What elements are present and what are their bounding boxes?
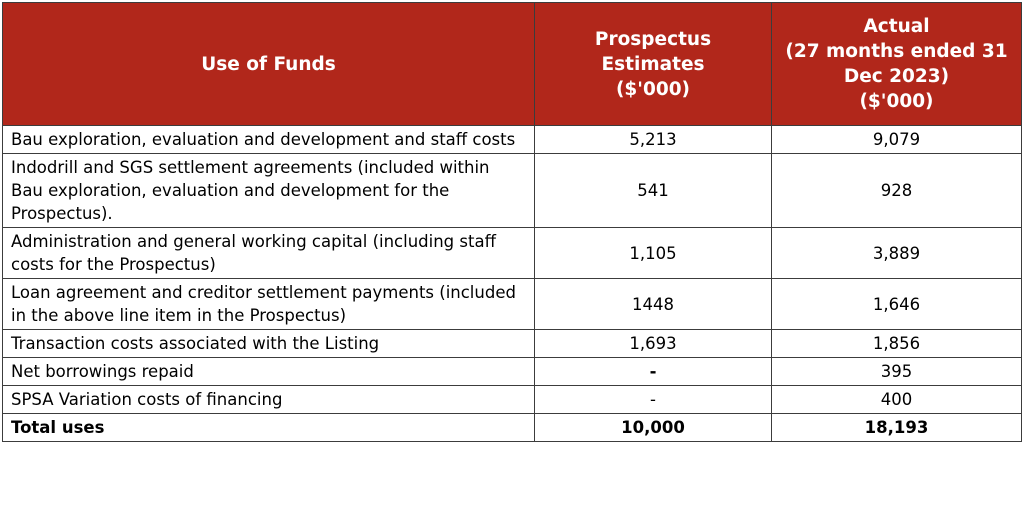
row-label: Administration and general working capital (including staff costs for the Prospectus) [3,228,535,279]
header-actual-line: Dec 2023) [843,66,950,87]
table-row [3,330,1022,358]
total-row [3,414,1022,442]
total-prospectus: 10,000 [535,414,772,442]
actual-value: 1,856 [772,330,1022,358]
actual-value: 9,079 [772,126,1022,154]
use-of-funds-table [2,2,1022,442]
actual-value: 928 [772,154,1022,228]
header-prospectus-line: ($'000) [615,78,691,100]
table-row [3,154,1022,228]
row-label: Bau exploration, evaluation and development and staff costs [3,126,535,154]
header-actual-line: ($'000) [859,91,934,112]
table-row [3,126,1022,154]
prospectus-value: 1,693 [535,330,772,358]
header-actual-line: (27 months ended 31 [785,41,1008,62]
header-prospectus-estimates [535,3,772,126]
actual-value: 1,646 [772,279,1022,330]
prospectus-value: 1448 [535,279,772,330]
row-label: Net borrowings repaid [3,358,535,386]
header-actual [772,3,1022,126]
header-prospectus-line: Estimates [601,53,705,75]
table-row [3,228,1022,279]
row-label: SPSA Variation costs of financing [3,386,535,414]
table-row [3,358,1022,386]
header-prospectus-line: Prospectus [594,28,712,50]
header-use-of-funds: Use of Funds [3,3,535,126]
total-actual: 18,193 [772,414,1022,442]
prospectus-value: - [535,386,772,414]
total-label: Total uses [3,414,535,442]
row-label: Indodrill and SGS settlement agreements (included within Bau exploration, evaluation and development for the Prospectus). [3,154,535,228]
row-label: Loan agreement and creditor settlement payments (included in the above line item in the Prospectus) [3,279,535,330]
actual-value: 395 [772,358,1022,386]
prospectus-value: 541 [535,154,772,228]
table-row [3,279,1022,330]
prospectus-value: 5,213 [535,126,772,154]
row-label: Transaction costs associated with the Listing [3,330,535,358]
actual-value: 3,889 [772,228,1022,279]
prospectus-value: - [535,358,772,386]
header-row [3,3,1022,126]
table-row [3,386,1022,414]
header-actual-line: Actual [863,16,930,37]
actual-value: 400 [772,386,1022,414]
prospectus-value: 1,105 [535,228,772,279]
